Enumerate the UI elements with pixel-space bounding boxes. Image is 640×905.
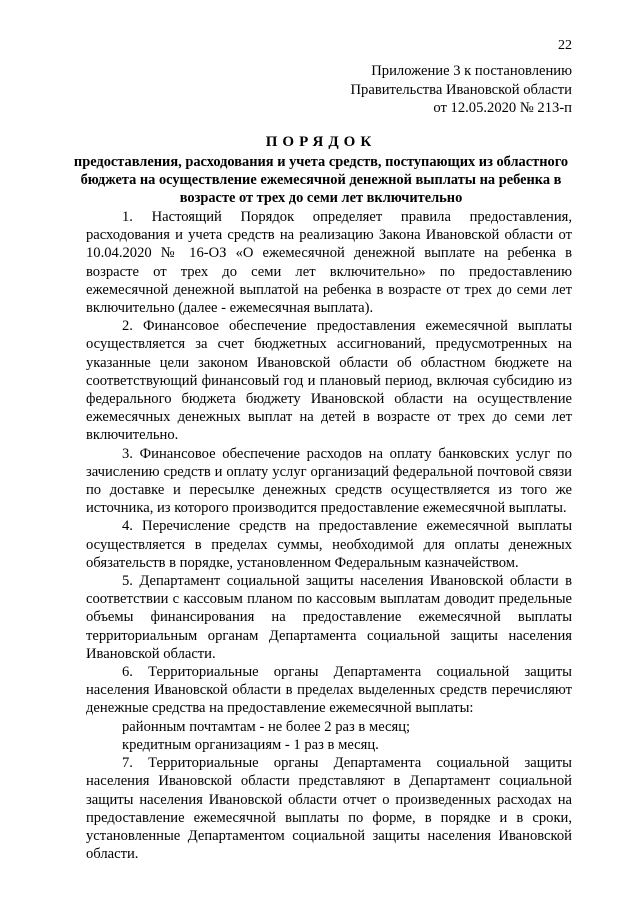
- document-title: ПОРЯДОК: [265, 134, 377, 150]
- paragraph-3: 3. Финансовое обеспечение расходов на оплату банковских услуг по зачислению средств и оплату услуг организаций федеральной почтовой связи по доставке и пересылке денежных средств осуществляется из того же источника, из которого производится предоставление ежемесячной выплаты.: [86, 445, 572, 517]
- paragraph-6: 6. Территориальные органы Департамента социальной защиты населения Ивановской области в пределах выделенных средств перечисляют денежные средства на предоставление ежемесячной выплаты:: [86, 664, 572, 717]
- paragraph-2: 2. Финансовое обеспечение предоставления ежемесячной выплаты осуществляется за счет бюджетных ассигнований, предусмотренных на указанные цели законом Ивановской области об областном бюджете на соответствующий финансовый год и плановый период, включая субсидию из федерального бюджета бюджету Ивановской области на осуществление ежемесячных денежных выплат на детей в возрасте от трех до семи лет включительно.: [86, 318, 572, 444]
- paragraph-7: 7. Территориальные органы Департамента социальной защиты населения Ивановской области представляют в Департамент социальной защиты населения Ивановской области отчет о произведенных расходах на предоставление ежемесячной выплаты по форме, в порядке и в сроки, установленные Департаментом социальной защиты населения Ивановской области.: [86, 755, 572, 863]
- paragraph-1: 1. Настоящий Порядок определяет правила предоставления, расходования и учета средств на реализацию Закона Ивановской области от 10.04.2020 № 16-ОЗ «О ежемесячной денежной выплате на ребенка в возрасте от трех до семи лет включительно» по предоставлению ежемесячной денежной выплатой на ребенка в возрасте от трех до семи лет включительно (далее - ежемесячная выплата).: [86, 209, 572, 317]
- list-item-post-offices: районным почтамтам - не более 2 раз в месяц;: [122, 718, 411, 735]
- appendix-line: от 12.05.2020 № 213-п: [433, 100, 572, 116]
- appendix-line: Приложение 3 к постановлению: [371, 63, 572, 79]
- document-subtitle: предоставления, расходования и учета средств, поступающих из областного бюджета на осуществление ежемесячной денежной выплаты на ребенка в возрасте от трех до семи лет включительно: [73, 154, 569, 206]
- document-body: [86, 208, 572, 863]
- appendix-header: [351, 62, 572, 118]
- appendix-line: Правительства Ивановской области: [350, 81, 572, 98]
- paragraph-5: 5. Департамент социальной защиты населения Ивановской области в соответствии с кассовым планом по кассовым выплатам доводит предельные объемы финансирования на предоставление ежемесячной выплаты территориальным органам Департамента социальной защиты населения Ивановской области.: [86, 573, 572, 662]
- list-item-credit-organizations: кредитным организациям - 1 раз в месяц.: [122, 736, 379, 753]
- title-block: [70, 132, 572, 207]
- paragraph-4: 4. Перечисление средств на предоставление ежемесячной выплаты осуществляется в пределах суммы, необходимой для оплаты денежных обязательств в порядке, установленном Федеральным казначейством.: [86, 518, 572, 571]
- page-number: 22: [558, 38, 572, 53]
